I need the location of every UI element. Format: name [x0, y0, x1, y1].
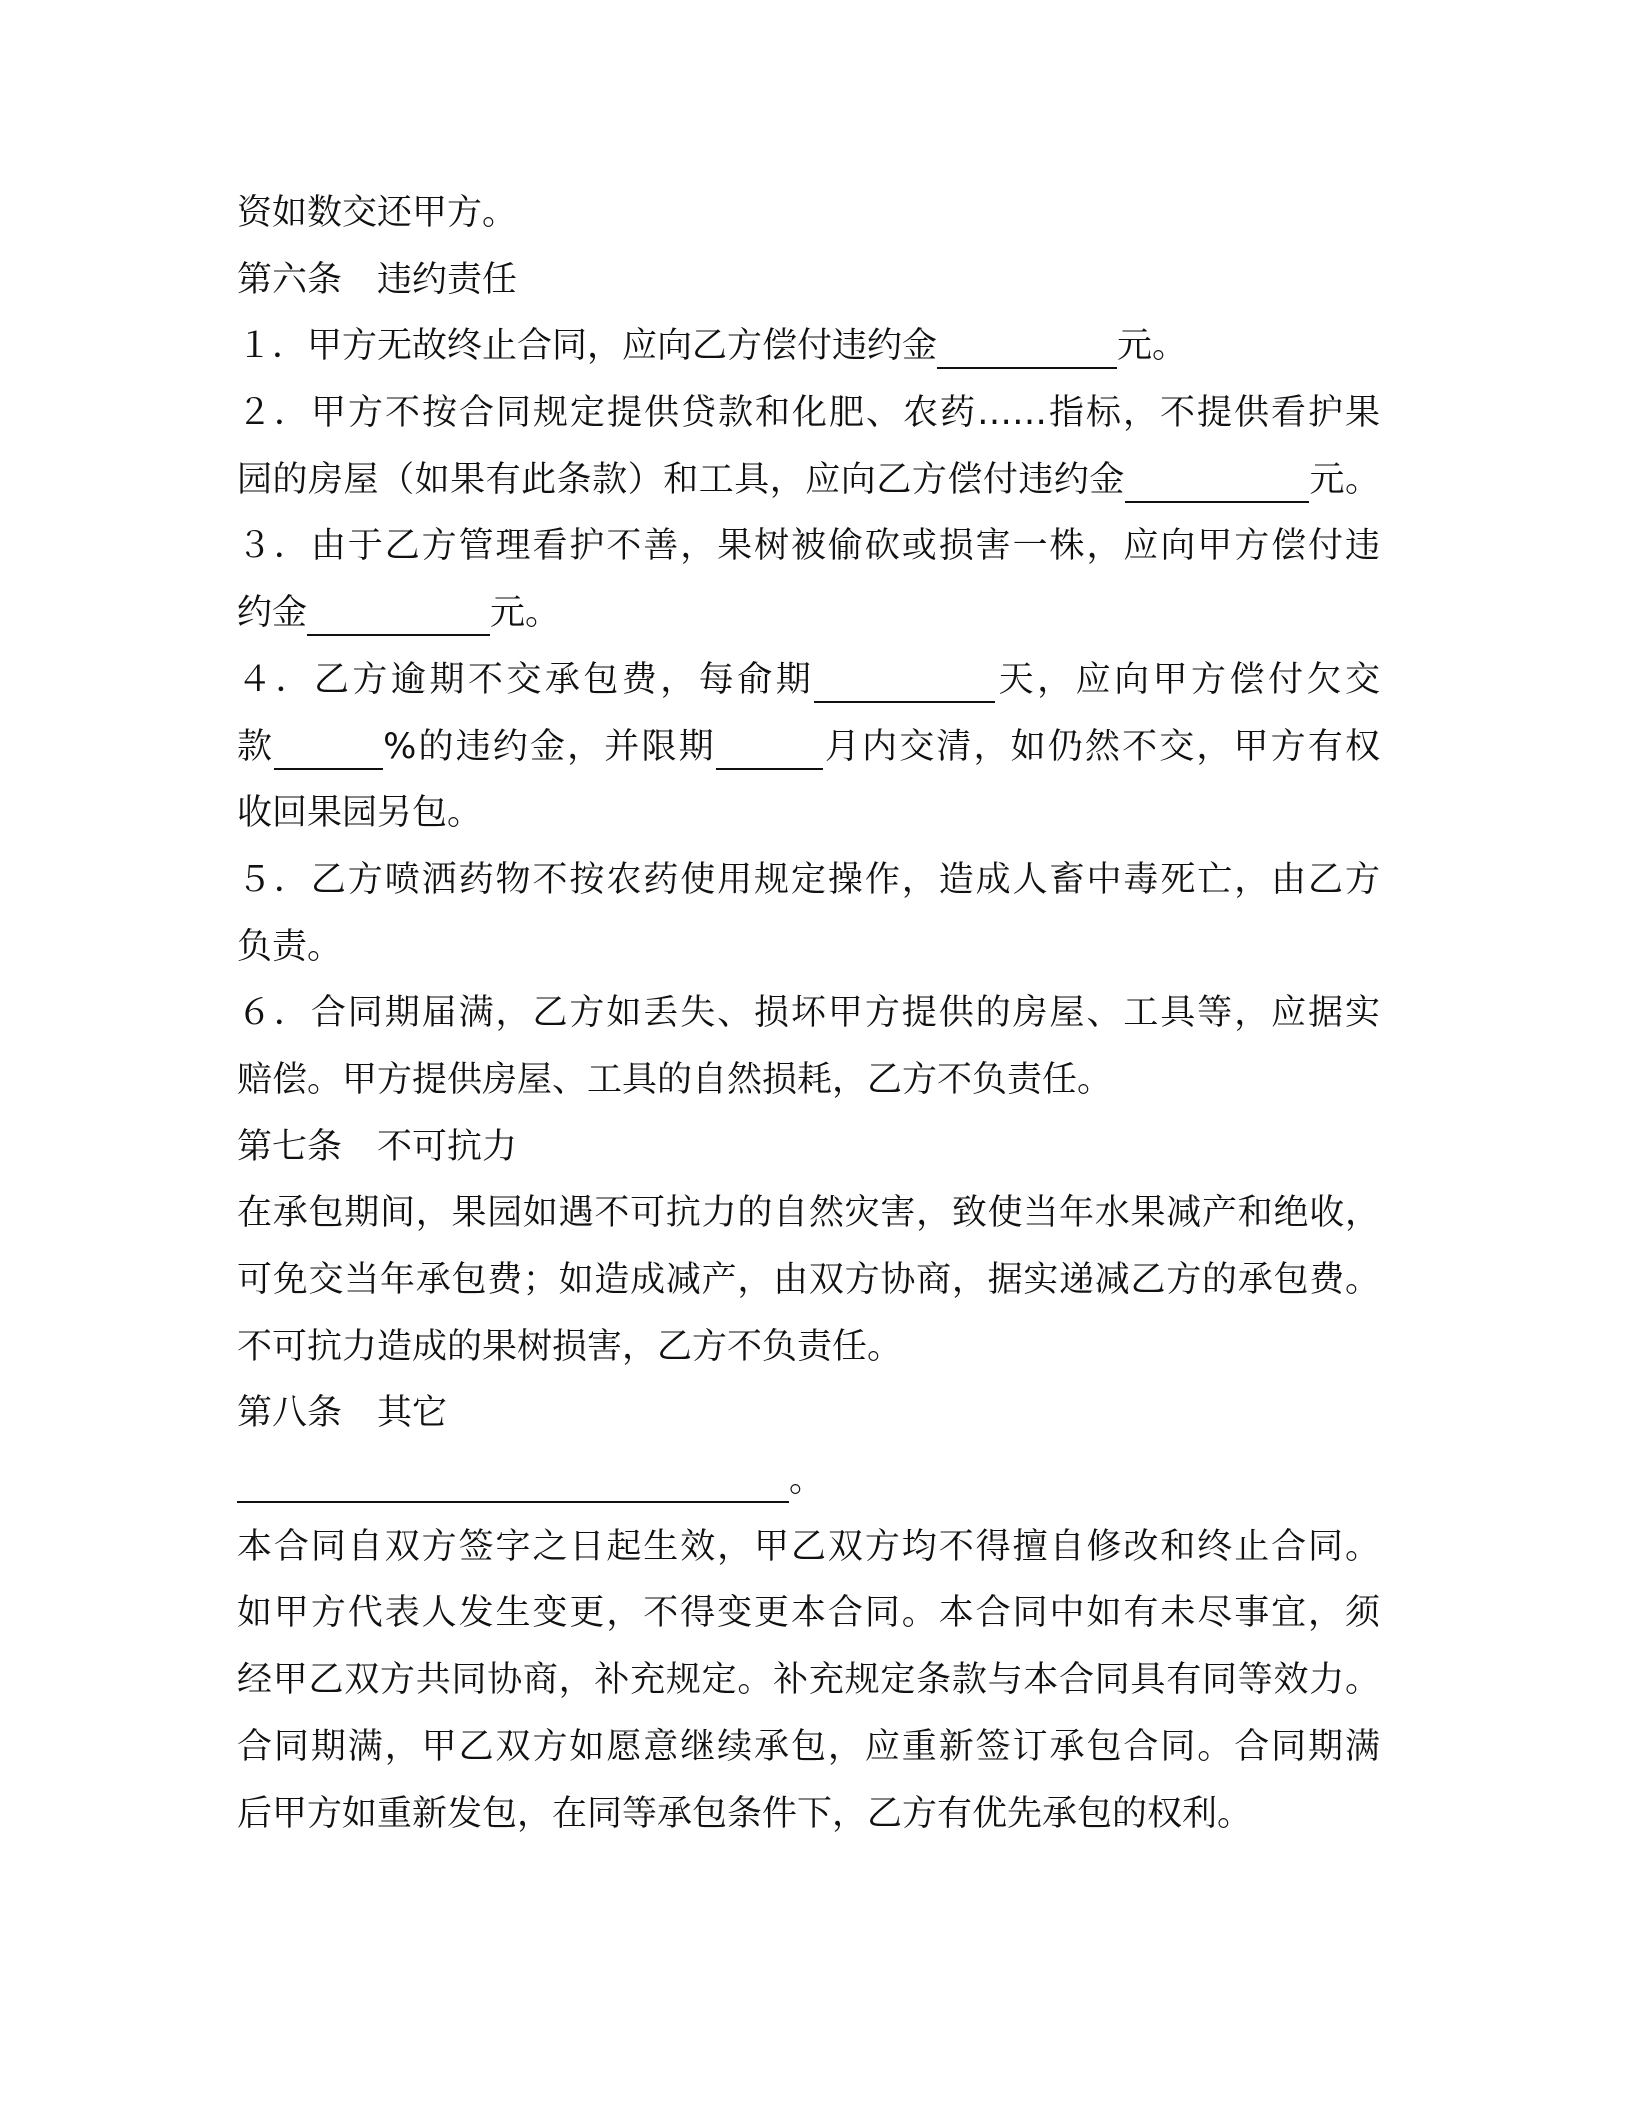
article6-heading: 第六条 违约责任: [237, 259, 518, 300]
article6-item2-line2: [237, 447, 1380, 514]
item4-text: ４．乙方逾期不交承包费，每俞期: [237, 659, 815, 700]
item1-unit: 元。: [1117, 326, 1188, 367]
article6-item5-line1: ５．乙方喷洒药物不按农药使用规定操作，造成人畜中毒死亡，由乙方: [237, 859, 1380, 900]
article7-line2: 可免交当年承包费；如造成减产，由双方协商，据实递减乙方的承包费。: [237, 1260, 1380, 1300]
article6-item3-line2: [237, 580, 1380, 647]
article8-line1: 本合同自双方签字之日起生效，甲乙双方均不得擅自修改和终止合同。: [237, 1526, 1380, 1567]
article7-heading: 第七条 不可抗力: [237, 1126, 518, 1167]
article6-item4-line1: [237, 647, 1380, 714]
article7-line1: 在承包期间，果园如遇不可抗力的自然灾害，致使当年水果减产和绝收，: [237, 1193, 1380, 1234]
article8-blank-line: [237, 1447, 1380, 1514]
article7-line3: 不可抗力造成的果树损害，乙方不负责任。: [237, 1326, 903, 1367]
article8-line4: 合同期满，甲乙双方如愿意继续承包，应重新签订承包合同。合同期满: [237, 1726, 1380, 1767]
article8-line2: 如甲方代表人发生变更，不得变更本合同。本合同中如有未尽事宜，须: [237, 1593, 1380, 1634]
article8-heading: 第八条 其它: [237, 1393, 448, 1434]
article8-line5: 后甲方如重新发包，在同等承包条件下，乙方有优先承包的权利。: [237, 1793, 1253, 1834]
article8-line3: 经甲乙双方共同协商，补充规定。补充规定条款与本合同具有同等效力。: [237, 1660, 1380, 1701]
article6-item1: [237, 313, 1380, 380]
item4-text: %的违约金，并限期: [383, 726, 716, 767]
article6-item4-line3: 收回果园另包。: [237, 793, 483, 834]
deadline-months-blank: [716, 767, 823, 770]
article6-item2-line1: ２．甲方不按合同规定提供贷款和化肥、农药……指标，不提供看护果: [237, 393, 1380, 434]
item3-unit: 元。: [490, 593, 561, 634]
item2-text: 园的房屋（如果有此条款）和工具，应向乙方偿付违约金: [237, 459, 1125, 500]
penalty-amount-blank: [307, 633, 490, 636]
penalty-amount-blank: [937, 366, 1117, 369]
item4-text-cont: 天，应向甲方偿付欠交: [995, 659, 1380, 700]
contract-page-body: [237, 180, 1380, 1847]
article6-item6-line1: ６．合同期届满，乙方如丢失、损坏甲方提供的房屋、工具等，应据实: [237, 993, 1380, 1034]
item4-text: 月内交清，如仍然不交，甲方有权: [822, 726, 1380, 767]
penalty-amount-blank: [1125, 500, 1309, 503]
continuation-line: 资如数交还甲方。: [237, 193, 518, 233]
article6-item6-line2: 赔偿。甲方提供房屋、工具的自然损耗，乙方不负责任。: [237, 1059, 1113, 1100]
overdue-days-blank: [814, 700, 995, 703]
penalty-percent-blank: [274, 767, 383, 770]
blank-period: 。: [789, 1460, 825, 1501]
article6-item4-line2: [237, 714, 1380, 781]
item3-text: 约金: [237, 593, 308, 634]
article6-item5-line2: 负责。: [237, 926, 343, 967]
item2-unit: 元。: [1308, 459, 1380, 500]
other-terms-blank: [237, 1500, 789, 1503]
item1-text: １．甲方无故终止合同，应向乙方偿付违约金: [237, 326, 938, 367]
article6-item3-line1: ３．由于乙方管理看护不善，果树被偷砍或损害一株，应向甲方偿付违: [237, 526, 1380, 567]
item4-text: 款: [237, 726, 275, 767]
